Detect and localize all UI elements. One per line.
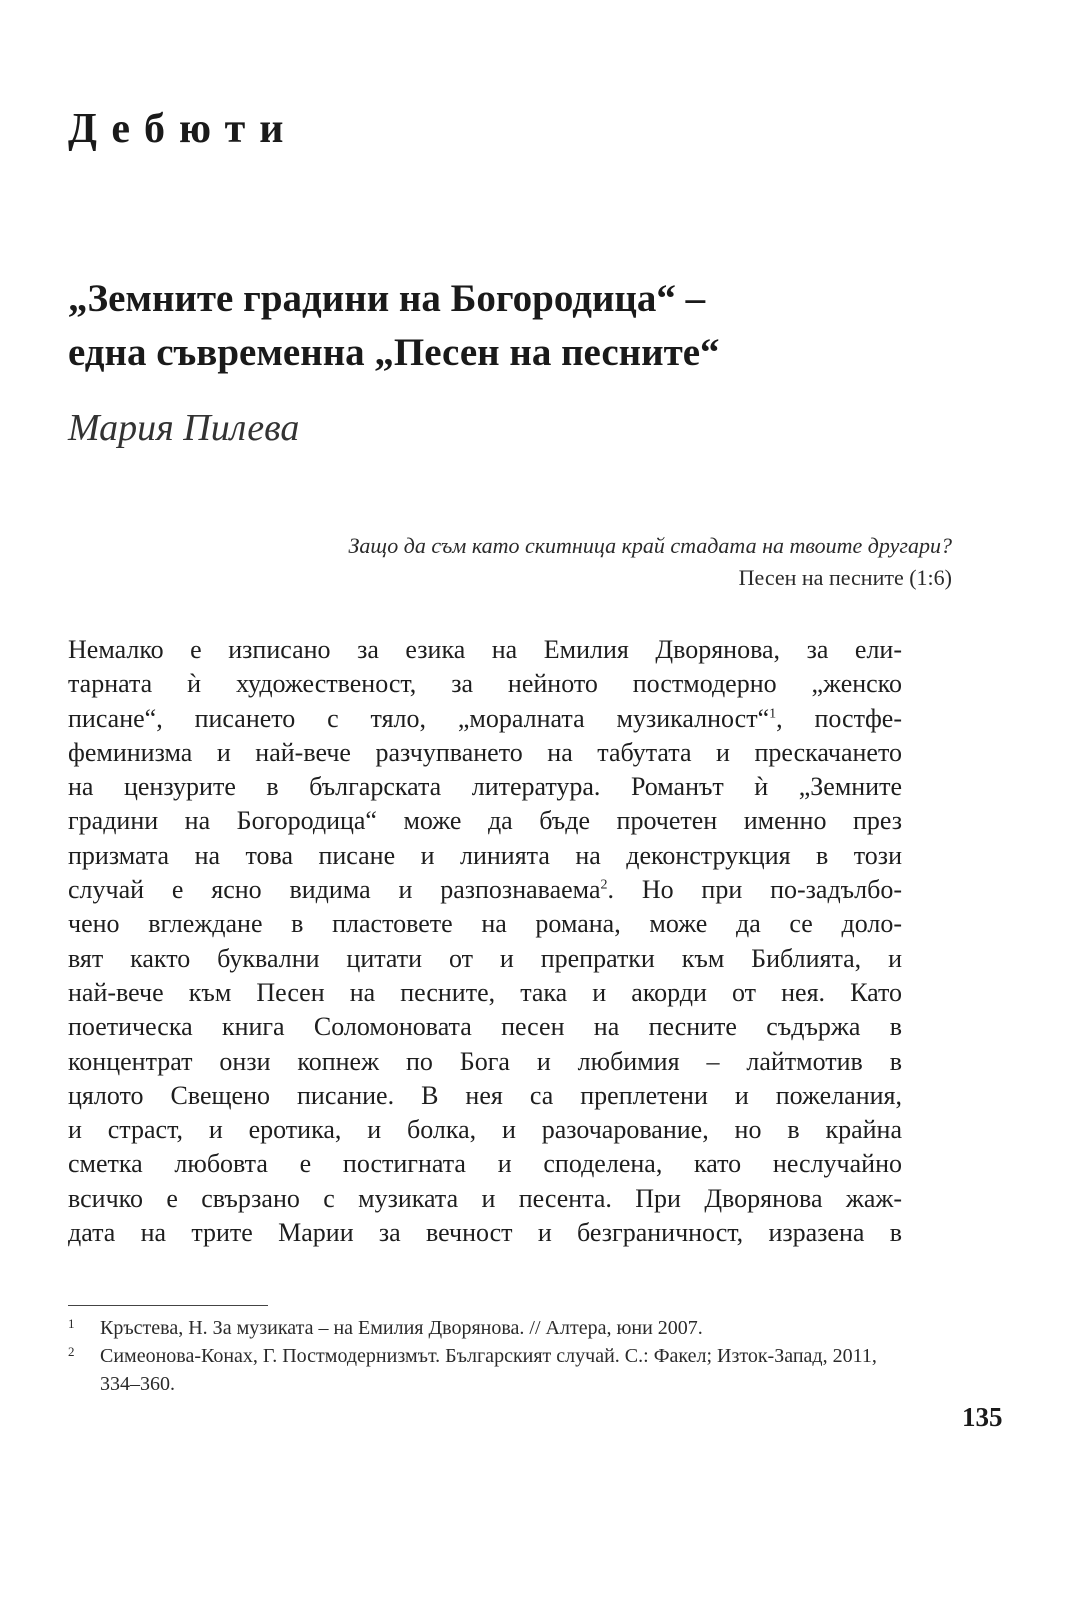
body-line: дата на трите Марии за вечност и безграничност, изразена в <box>68 1218 902 1248</box>
body-line <box>68 702 902 736</box>
body-line: поетическа книга Соломоновата песен на песните съдържа в <box>68 1012 902 1042</box>
body-line-text: случай е ясно видима и разпознаваема <box>68 875 601 905</box>
footnote-number: 2 <box>68 1344 75 1359</box>
body-line: на цензурите в българската литература. Романът ѝ „Земните <box>68 772 902 802</box>
epigraph <box>132 530 952 594</box>
footnote-2 <box>68 1342 902 1398</box>
footnote-divider <box>68 1305 268 1306</box>
article-title-line-1: „Земните градини на Богородица“ – <box>68 277 706 320</box>
body-line-text: . Но при по-задълбо- <box>607 875 902 905</box>
body-line: Немалко е изписано за езика на Емилия Дворянова, за ели- <box>68 635 902 664</box>
epigraph-quote: Защо да съм като скитница край стадата на твоите другари? <box>348 533 952 558</box>
body-line: градини на Богородица“ може да бъде прочетен именно през <box>68 806 902 836</box>
footnote-ref-2[interactable]: 2 <box>600 877 608 893</box>
epigraph-source: Песен на песните (1:6) <box>738 565 952 590</box>
body-line <box>68 873 902 907</box>
body-line-text: писане“, писането с тяло, „моралната музикалност“ <box>68 703 770 733</box>
footnote-text: Кръстева, Н. За музиката – на Емилия Дворянова. // Алтера, юни 2007. <box>100 1317 703 1339</box>
body-line: всичко е свързано с музиката и песента. При Дворянова жаж- <box>68 1183 902 1213</box>
footnote-text: Симеонова-Конах, Г. Постмодернизмът. Българският случай. С.: Факел; Изток-Запад, 2011, 334–360. <box>100 1345 877 1395</box>
body-line: и страст, и еротика, и болка, и разочарование, но в крайна <box>68 1115 902 1145</box>
body-line: концентрат онзи копнеж по Бога и любимия – лайтмотив в <box>68 1046 902 1076</box>
body-line: чено вглеждане в пластовете на романа, може да се доло- <box>68 909 902 939</box>
author-name: Мария Пилева <box>68 407 300 449</box>
section-heading: Дебюти <box>68 106 298 152</box>
page-number: 135 <box>962 1402 1003 1432</box>
body-line: призмата на това писане и линията на деконструкция в този <box>68 840 902 870</box>
article-title <box>68 272 1028 380</box>
footnote-number: 1 <box>68 1316 75 1331</box>
footnotes <box>68 1314 902 1398</box>
body-line: най-вече към Песен на песните, така и акорди от нея. Като <box>68 977 902 1007</box>
body-line: феминизма и най-вече разчупването на табутата и прескачането <box>68 737 902 767</box>
footnote-ref-1[interactable]: 1 <box>769 705 777 721</box>
footnote-1 <box>68 1314 902 1342</box>
body-line: тарната ѝ художественост, за нейното постмодерно „женско <box>68 669 902 699</box>
article-title-line-2: една съвременна „Песен на песните“ <box>68 331 720 374</box>
body-line: цялото Свещено писание. В нея са преплетени и пожелания, <box>68 1080 902 1110</box>
body-line-text: , постфе- <box>776 703 902 733</box>
body-line: вят както буквални цитати от и препратки към Библията, и <box>68 943 902 973</box>
body-paragraph <box>68 633 902 1250</box>
body-line: сметка любовта е постигната и споделена, като неслучайно <box>68 1149 902 1179</box>
